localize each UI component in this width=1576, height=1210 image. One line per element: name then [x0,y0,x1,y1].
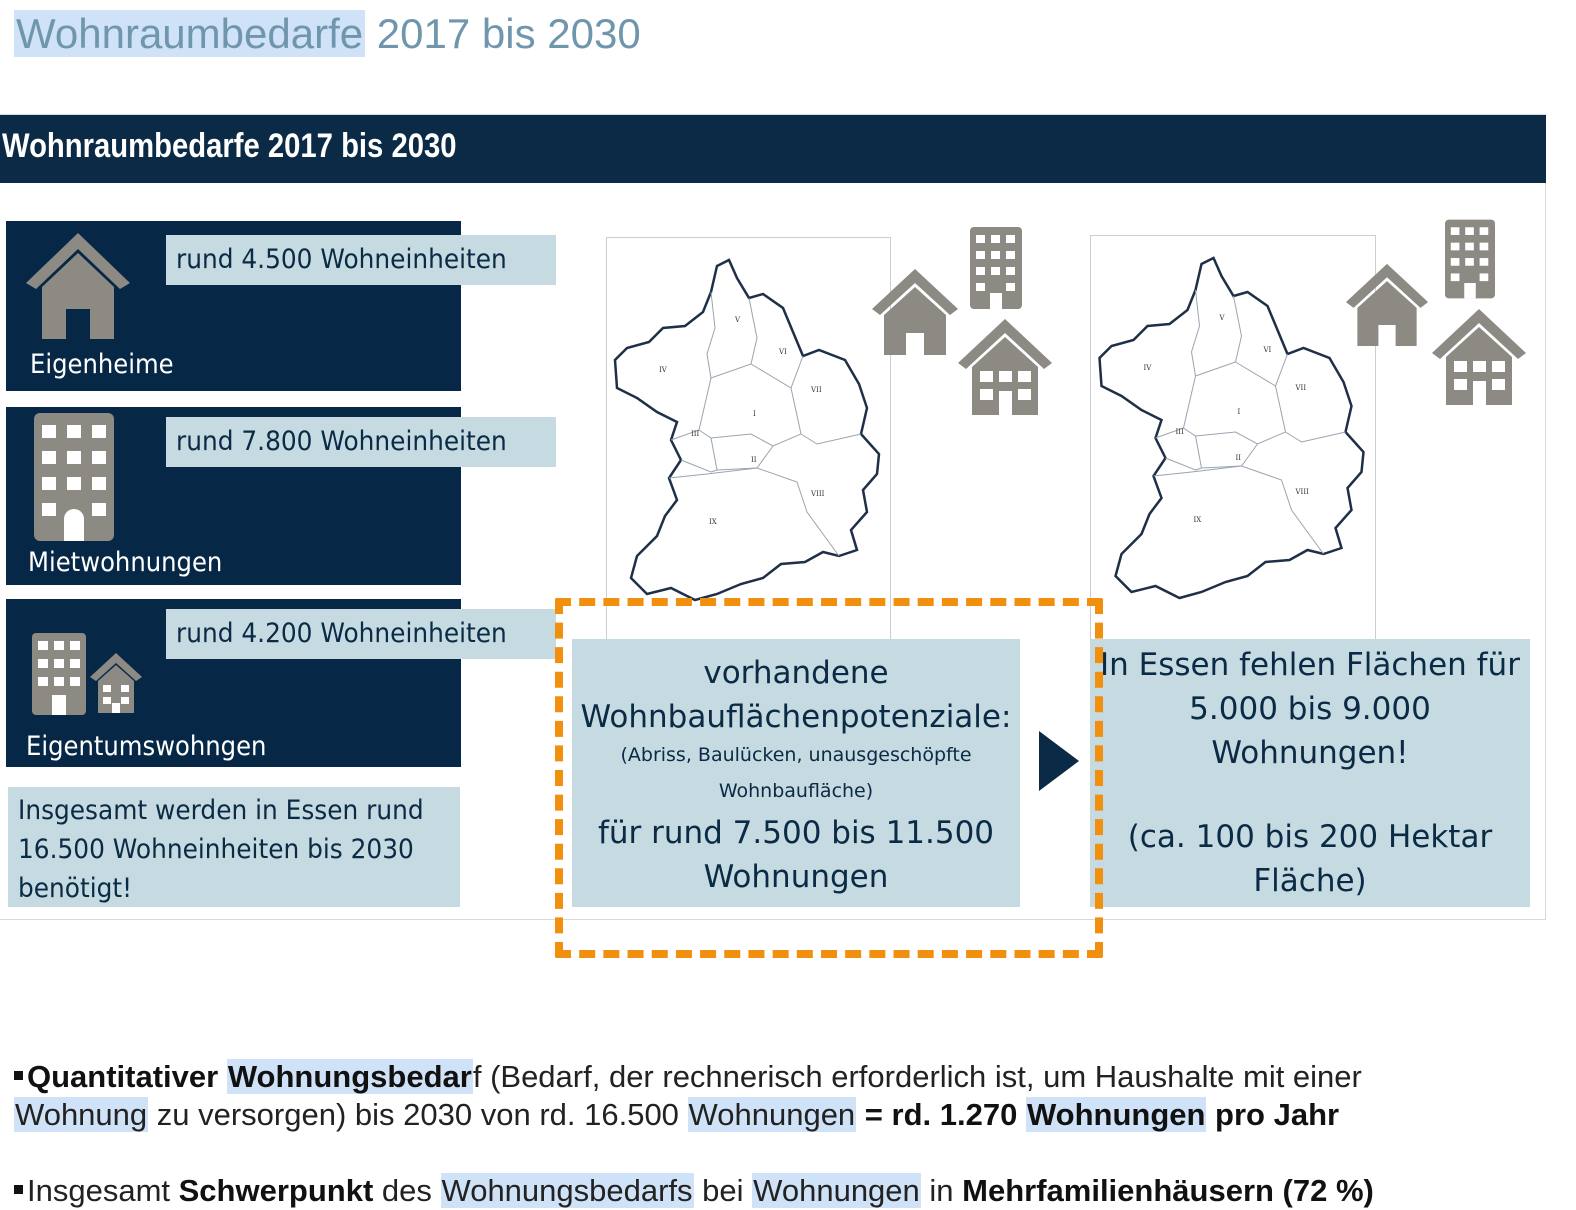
dashed-highlight-frame [555,598,1103,958]
map-frame-future [1090,235,1376,641]
page-title-years: 2017 bis 2030 [376,10,641,57]
page-title [14,6,641,62]
bullet-list [14,1058,1564,1208]
district-label: II [751,456,757,464]
category-label: Mietwohnungen [28,547,223,578]
essen-district-map [607,238,890,642]
bold-text: Mehrfamilienhäusern (72 %) [962,1173,1374,1208]
district-label: I [753,410,756,418]
district-label: IV [659,366,667,374]
bold-text: rd. 1.270 [891,1097,1026,1132]
district-label: III [1175,428,1184,436]
count-box-eigentumswohnungen [166,609,556,659]
highlighted-text: Wohnungsbedar [227,1059,472,1094]
summary-line: benötigt! [18,873,133,904]
potential-title: Wohnbauflächenpotenziale: [580,699,1012,735]
apartment-building-icon [1445,219,1495,299]
apartment-building-icon [34,413,114,541]
bold-text: Schwerpunkt [178,1173,374,1208]
count-text: rund 4.500 Wohneinheiten [176,244,507,275]
highlighted-text: Wohnungen [1026,1097,1206,1132]
bullet-item-1-cont [14,1096,1564,1134]
summary-box [8,787,460,907]
text-fragment: Insgesamt [27,1173,179,1208]
district-label: IV [1143,364,1152,372]
condo-house-icon [956,315,1054,417]
text-fragment: f [472,1059,482,1094]
text-fragment: zu versorgen) bis 2030 von rd. 16.500 [148,1097,688,1132]
district-label: I [1237,408,1241,416]
count-text: rund 7.800 Wohneinheiten [176,426,507,457]
house-icon [1344,259,1430,349]
category-label: Eigenheime [30,349,174,380]
deficit-line: (ca. 100 bis 200 Hektar [1127,819,1493,855]
highlighted-text: Wohnungen [753,1173,920,1208]
bullet-item-2 [14,1172,1374,1210]
bold-text: pro Jahr [1206,1097,1340,1132]
deficit-line: Wohnungen! [1211,735,1409,771]
district-label: V [1219,314,1225,322]
condo-buildings-icon [30,629,146,715]
potential-value: Wohnungen [703,859,889,895]
district-label: IX [1193,516,1202,524]
bold-text: Quantitativer [27,1059,219,1094]
bullet-square-icon [14,1071,23,1080]
potential-note: (Abriss, Baulücken, unausgeschöpfte [620,744,972,766]
page-title-highlight: Wohnraumbedarfe [16,10,364,57]
summary-line: 16.500 Wohneinheiten bis 2030 [18,834,414,865]
house-icon [870,265,960,357]
condo-house-icon [1430,305,1528,407]
deficit-line: Fläche) [1253,863,1367,899]
text-fragment: des [373,1173,441,1208]
text-fragment: (Bedarf, der rechnerisch erforderlich ist, um Haushalte mit einer [481,1059,1362,1094]
deficit-box [1090,639,1530,907]
essen-district-map [1091,236,1375,640]
potential-title: vorhandene [703,655,889,691]
district-label: II [1235,454,1242,462]
district-label: VII [1295,384,1307,392]
district-label: VIII [811,490,825,498]
bullet-square-icon [14,1185,23,1194]
apartment-building-icon [970,227,1022,309]
district-label: VI [1263,346,1272,354]
district-label: V [735,316,741,324]
deficit-line: 5.000 bis 9.000 [1189,691,1431,727]
slide-header-title: Wohnraumbedarfe 2017 bis 2030 [2,127,457,165]
house-icon [24,229,132,341]
potential-value: für rund 7.500 bis 11.500 [597,815,995,851]
district-label: VI [779,348,787,356]
count-text: rund 4.200 Wohneinheiten [176,618,507,649]
district-label: III [691,430,700,438]
bold-text: = [856,1097,892,1132]
highlighted-text: Wohnung [15,1097,148,1132]
potential-note: Wohnbaufläche) [718,780,874,802]
district-label: IX [709,518,717,526]
deficit-line: In Essen fehlen Flächen für [1100,647,1520,683]
summary-line: Insgesamt werden in Essen rund [18,795,424,826]
district-label: VIII [1295,488,1309,496]
slide-header [0,115,1546,183]
map-frame-current [606,237,891,643]
count-box-mietwohnungen [166,417,556,467]
highlighted-text: Wohnungen [688,1097,856,1132]
text-fragment: bei [693,1173,753,1208]
bullet-item-1 [14,1058,1564,1096]
district-label: VII [811,386,822,394]
count-box-eigenheime [166,235,556,285]
spacer [1090,775,1530,815]
category-label: Eigentumswohngen [26,731,267,762]
text-fragment: in [920,1173,963,1208]
highlighted-text: Wohnungsbedarfs [441,1173,693,1208]
